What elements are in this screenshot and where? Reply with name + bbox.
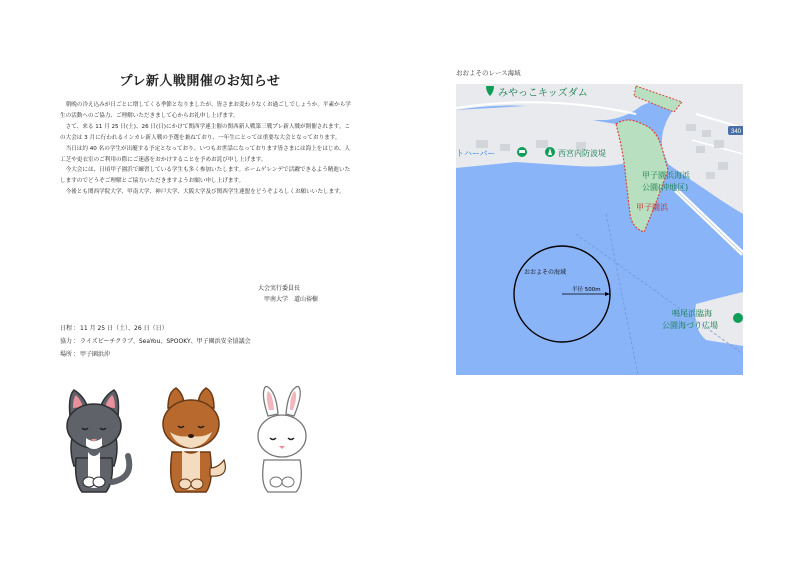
detail-separator: ： (73, 351, 80, 358)
map-caption: おおよそのレース海域 (456, 69, 521, 77)
announcement-body (60, 100, 352, 198)
map-pin-icon (517, 147, 527, 157)
race-area-map (456, 84, 743, 375)
paragraph-closing: 今後とも関西学院大学、甲南大学、神戸大学、大阪大学及び関西学生連盟をどうぞよろしくお願いいたします。 (65, 189, 345, 196)
paragraph-request: 今大会には、日頃甲子園浜で練習している学生も多く参加いたします。ホームゲレンデで活躍できるよう精進いたしますのでどうぞご理解とご協力いただきますようお願い申し上げます。 (60, 167, 351, 185)
bowing-animals-illustration (64, 386, 334, 498)
detail-label: 協力 (60, 338, 73, 345)
radius-label: 半径 500m (572, 287, 601, 293)
signature-person: 甲南大学 道山裕樹 (264, 296, 319, 303)
event-details (60, 322, 360, 361)
road-number-label: 340 (730, 129, 742, 135)
detail-value: ライズビーチクラブ、SeaYou、SPOOKY、甲子園浜安全協議会 (80, 338, 251, 345)
detail-value: 11 月 25 日（土）、26 日（日） (80, 325, 168, 332)
map-label-park: 公園(沖地区) (642, 183, 689, 192)
paragraph-apology: 当日は約 40 名の学生が出艇する予定となっており、いつもお世話になっております皆さまには海上をはじめ、人工芝や更衣室のご利用の際にご迷惑をおかけすることを予めお詫び申し上げます。 (60, 145, 351, 163)
map-pin-icon (733, 313, 743, 323)
detail-row-location (60, 348, 360, 361)
page-title: プレ新人戦開催のお知らせ (119, 74, 281, 89)
detail-row-cooperation (60, 335, 360, 348)
signature-block (258, 283, 368, 305)
paragraph-greeting: 朝晩の冷え込みが日ごとに増してくる季節となりましたが、皆さまお変わりなくお過ごしでしょうか。平素から学生の活動へのご協力、ご理解いただきまして心からお礼申し上げます。 (60, 102, 351, 119)
rabbit-illustration (258, 386, 306, 492)
map-label-harbor: トハーバー (456, 149, 496, 158)
detail-separator: ： (73, 338, 80, 345)
map-pin-icon (545, 147, 555, 157)
paragraph-event: さて、来る 11 月 25 日(土)、26 日(日)にかけて関西学連主催の関西新人戦第三戦プレ新人戦が開催されます。この大会は 3 月に行われるインカレ新人戦の予選を兼ねており、一年生にとっては重要な大会となっております。 (60, 123, 350, 141)
detail-row-date (60, 322, 360, 335)
dog-illustration (163, 388, 225, 492)
map-label-naruo: 公園海づり広場 (662, 321, 718, 330)
map-label-breakwater: 西宮内防波堤 (558, 149, 606, 158)
map-label-park: 甲子園浜海浜 (642, 171, 690, 180)
map-label-koshien: 甲子園浜 (636, 203, 668, 212)
map-label-kidsdam: みやっこキッズダム (498, 88, 588, 99)
race-area-label: おおよその海域 (524, 269, 567, 276)
map-label-naruo: 鳴尾浜臨海 (672, 309, 712, 318)
detail-label: 場所 (60, 351, 73, 358)
detail-separator: ： (73, 325, 80, 332)
signature-organization: 大会実行委員長 (258, 285, 301, 292)
cat-illustration (67, 390, 129, 492)
detail-label: 日程 (60, 325, 73, 332)
detail-value: 甲子園浜沖 (80, 351, 111, 358)
